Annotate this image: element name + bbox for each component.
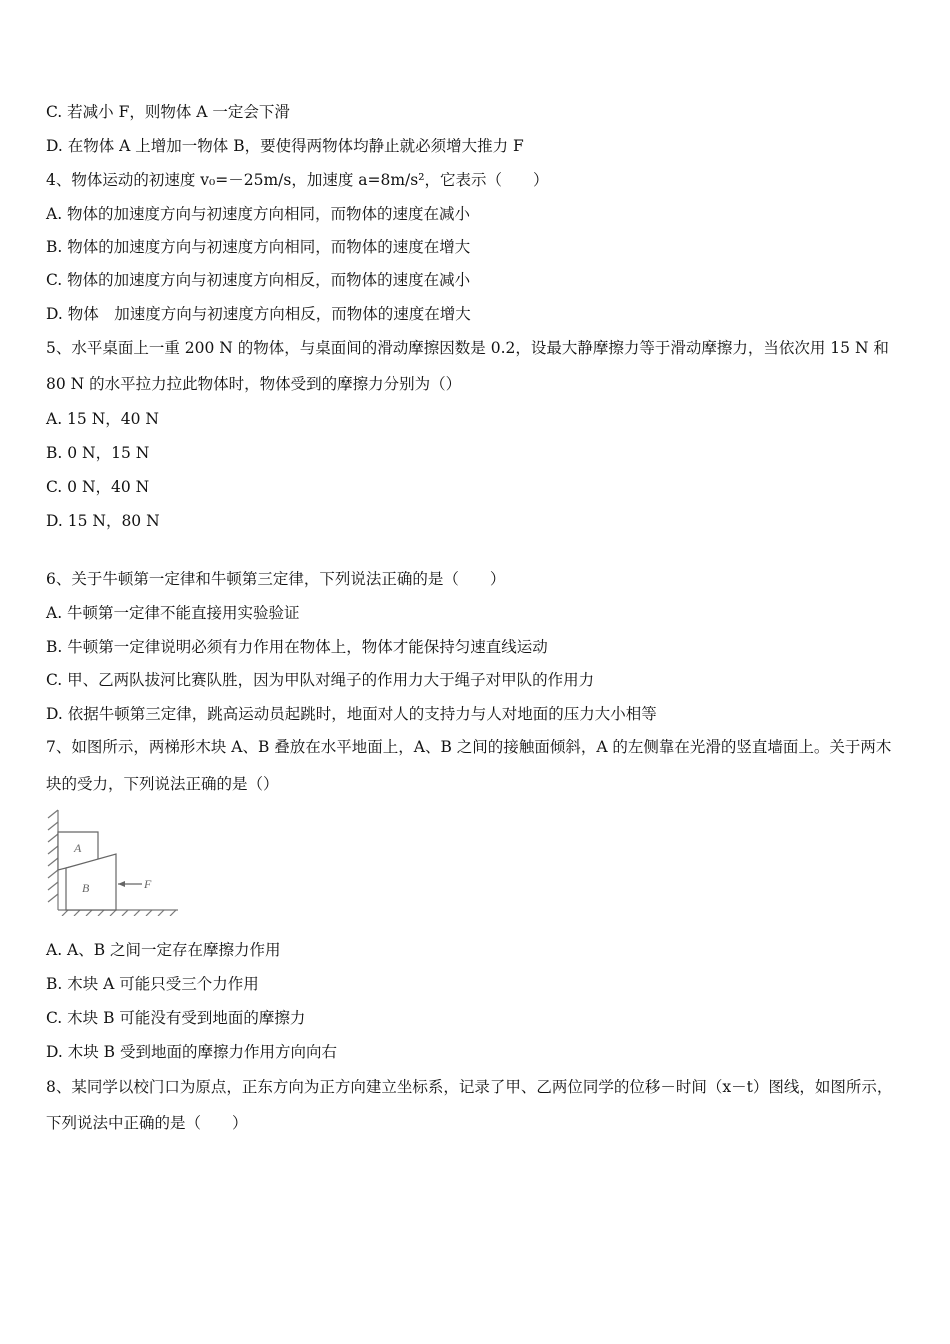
q7-option-d: D. 木块 B 受到地面的摩擦力作用方向向右 [46, 1043, 337, 1061]
q7-stem-line1: 7、如图所示，两梯形木块 A、B 叠放在水平地面上，A、B 之间的接触面倾斜，A 的左侧靠在光滑的竖直墙面上。关于两木 [46, 738, 892, 756]
q5-stem-line2: 80 N 的水平拉力拉此物体时，物体受到的摩擦力分别为（） [46, 375, 462, 393]
q5-option-b: B. 0 N，15 N [46, 444, 150, 462]
q6-option-a: A. 牛顿第一定律不能直接用实验验证 [46, 604, 300, 622]
q5-option-d: D. 15 N，80 N [46, 512, 160, 530]
label-a: A [74, 841, 82, 855]
q4-option-a: A. 物体的加速度方向与初速度方向相同，而物体的速度在减小 [46, 205, 471, 223]
q5-option-a: A. 15 N，40 N [46, 410, 159, 428]
force-arrow [118, 881, 142, 887]
q5-option-c: C. 0 N，40 N [46, 478, 150, 496]
q7-option-c: C. 木块 B 可能没有受到地面的摩擦力 [46, 1009, 306, 1027]
wall [48, 810, 58, 910]
q3-option-c: C. 若减小 F，则物体 A 一定会下滑 [46, 103, 290, 121]
q8-stem-line2: 下列说法中正确的是（ ） [46, 1114, 248, 1132]
q4-option-c: C. 物体的加速度方向与初速度方向相反，而物体的速度在减小 [46, 271, 471, 289]
q4-stem: 4、物体运动的初速度 v₀=－25m/s，加速度 a=8m/s²，它表示（ ） [46, 171, 549, 189]
q7-option-b: B. 木块 A 可能只受三个力作用 [46, 975, 259, 993]
q6-option-c: C. 甲、乙两队拔河比赛队胜，因为甲队对绳子的作用力大于绳子对甲队的作用力 [46, 671, 595, 689]
q4-option-b: B. 物体的加速度方向与初速度方向相同，而物体的速度在增大 [46, 238, 471, 256]
label-b: B [82, 881, 90, 895]
ground [58, 910, 178, 916]
q4-option-d: D. 物体 加速度方向与初速度方向相反，而物体的速度在增大 [46, 305, 471, 323]
label-f: F [144, 877, 152, 891]
q6-option-d: D. 依据牛顿第三定律，跳高运动员起跳时，地面对人的支持力与人对地面的压力大小相等 [46, 705, 657, 723]
q7-option-a: A. A、B 之间一定存在摩擦力作用 [46, 941, 281, 959]
q7-stem-line2: 块的受力，下列说法正确的是（） [46, 775, 279, 793]
q7-figure [46, 806, 186, 916]
q8-stem-line1: 8、某同学以校门口为原点，正东方向为正方向建立坐标系，记录了甲、乙两位同学的位移－时间（x－t）图线，如图所示， [46, 1078, 893, 1096]
q6-option-b: B. 牛顿第一定律说明必须有力作用在物体上，物体才能保持匀速直线运动 [46, 638, 548, 656]
q6-stem: 6、关于牛顿第一定律和牛顿第三定律，下列说法正确的是（ ） [46, 570, 506, 588]
q5-stem-line1: 5、水平桌面上一重 200 N 的物体，与桌面间的滑动摩擦因数是 0.2，设最大静摩擦力等于滑动摩擦力，当依次用 15 N 和 [46, 339, 889, 357]
q3-option-d: D. 在物体 A 上增加一物体 B，要使得两物体均静止就必须增大推力 F [46, 137, 524, 155]
